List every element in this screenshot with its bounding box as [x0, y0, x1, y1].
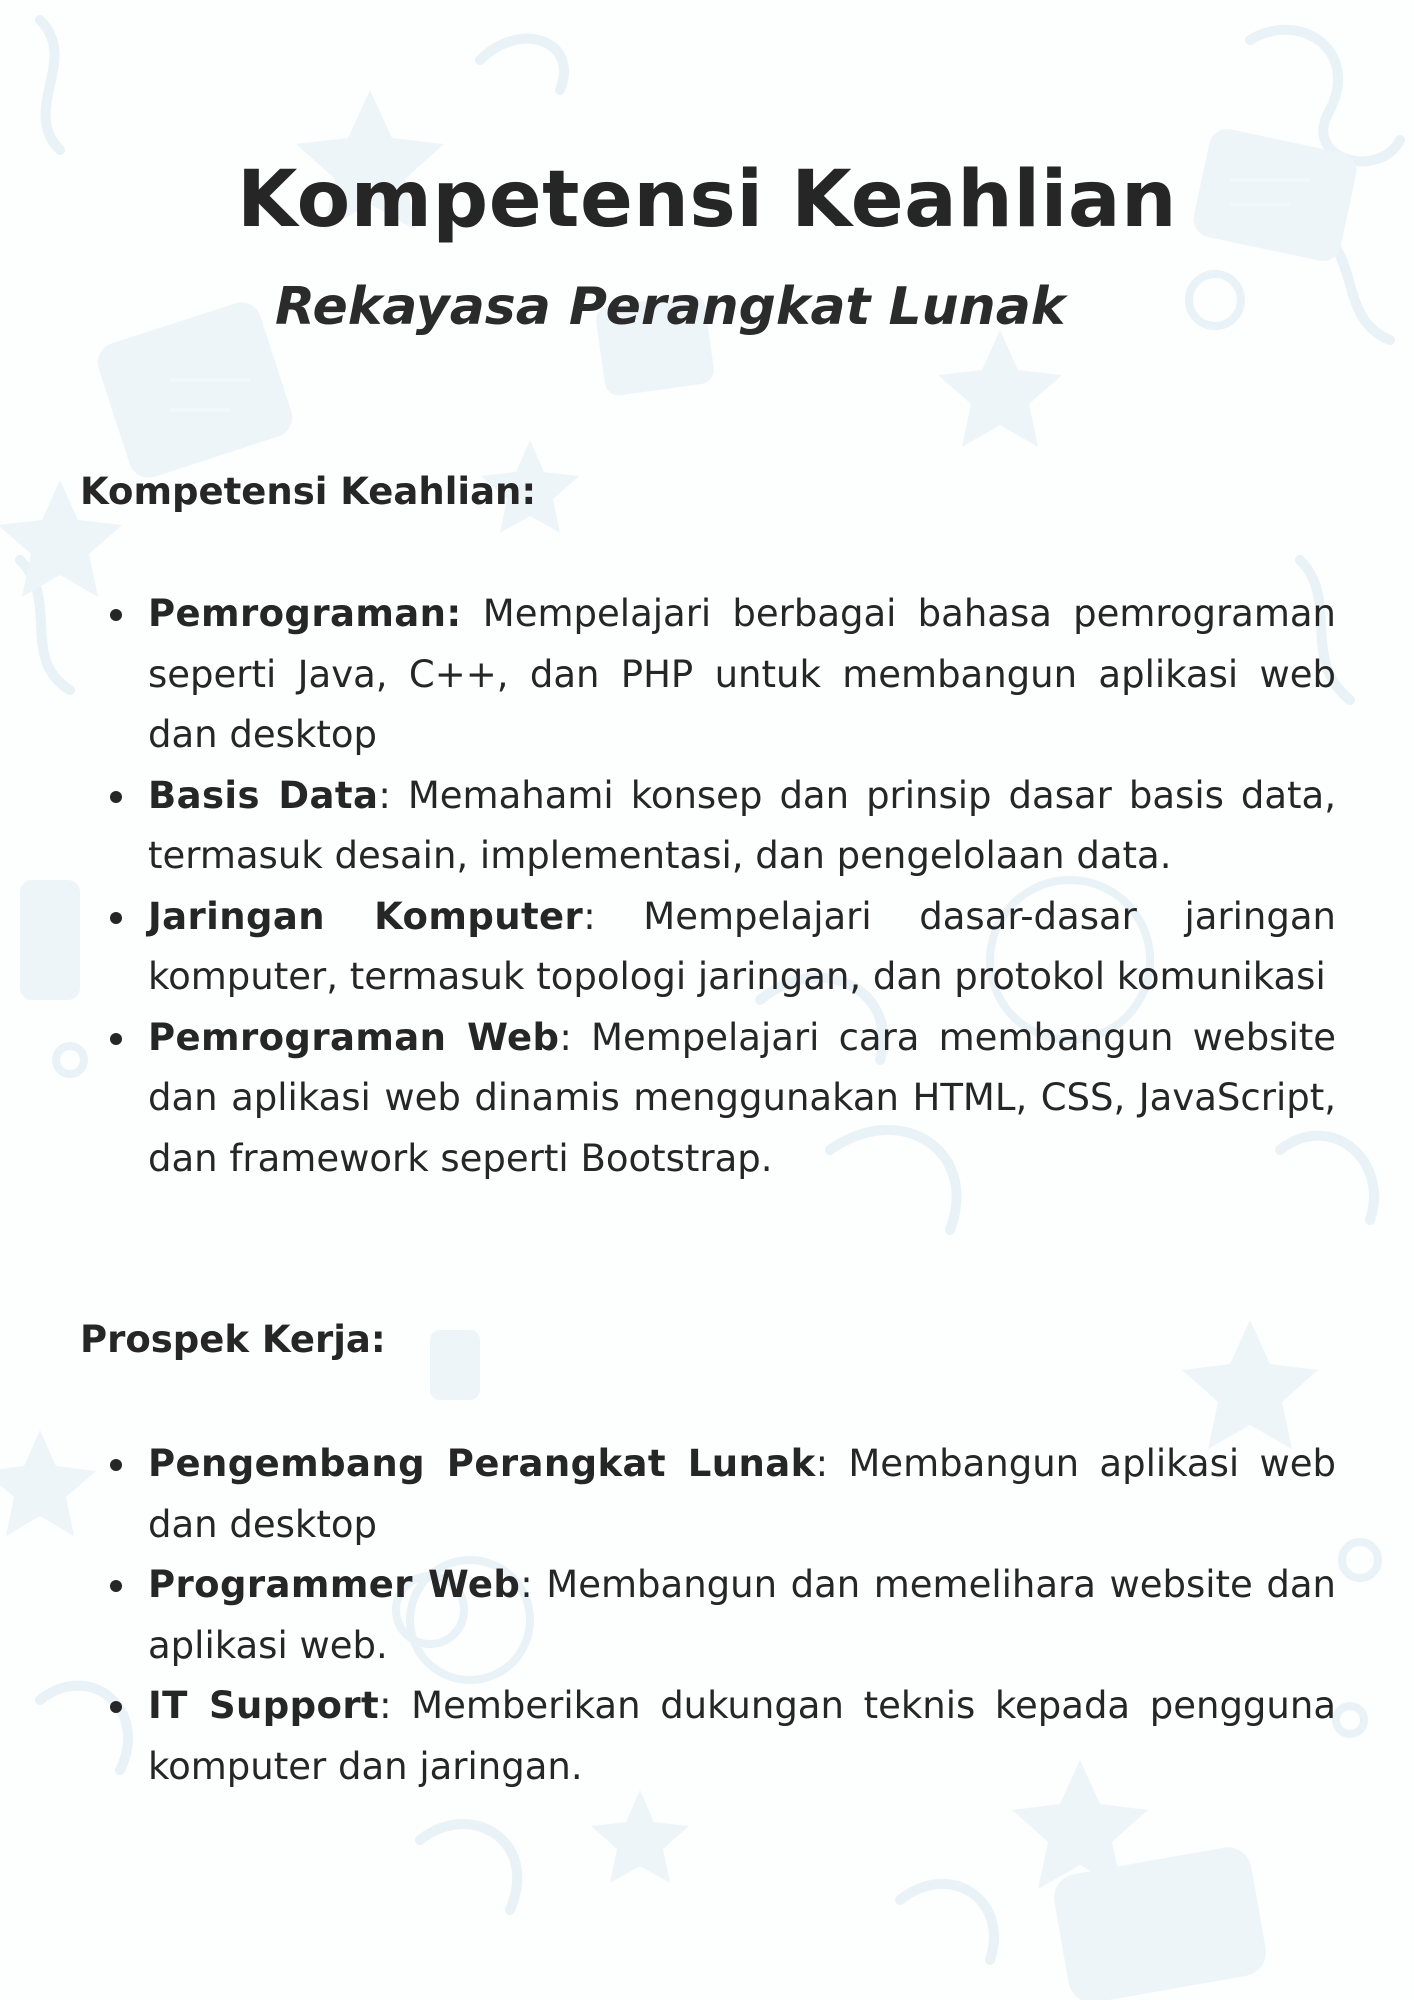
item-separator: :: [379, 1684, 392, 1727]
section-heading-kompetensi: Kompetensi Keahlian:: [80, 470, 537, 513]
item-term: IT Support: [148, 1684, 380, 1727]
item-description: Membangun aplikasi web dan desktop: [148, 1442, 1336, 1546]
list-item-it-support: [148, 1676, 1336, 1797]
bullet-icon: [110, 1459, 122, 1471]
list-item-programmer-web: [148, 1555, 1336, 1676]
item-description: Memberikan dukungan teknis kepada pengguna komputer dan jaringan.: [148, 1684, 1336, 1788]
item-term: Programmer Web: [148, 1563, 521, 1606]
item-description: Memahami konsep dan prinsip dasar basis data, termasuk desain, implementasi, dan pengelolaan data.: [148, 773, 1336, 877]
bullet-icon: [110, 791, 122, 803]
item-description: Membangun dan memelihara website dan aplikasi web.: [148, 1563, 1336, 1667]
page-subtitle: Rekayasa Perangkat Lunak: [275, 277, 1066, 337]
bullet-icon: [110, 1033, 122, 1045]
item-term: Pemrograman:: [148, 592, 462, 635]
prospek-kerja-list: [148, 1434, 1336, 1797]
item-separator: :: [583, 894, 596, 938]
item-separator: :: [378, 773, 391, 817]
bullet-icon: [110, 609, 122, 621]
item-separator: :: [559, 1015, 572, 1059]
item-separator: :: [520, 1563, 533, 1606]
item-separator: :: [815, 1442, 829, 1485]
item-description: Mempelajari cara membangun website dan aplikasi web dinamis menggunakan HTML, CSS, JavaScript, dan framework seperti Bootstrap.: [148, 1015, 1337, 1180]
list-item-pemrograman: [148, 584, 1336, 766]
bullet-icon: [110, 912, 122, 924]
item-term: Pengembang Perangkat Lunak: [148, 1442, 816, 1485]
item-term: Jaringan Komputer: [148, 894, 584, 938]
section-heading-prospek-kerja: Prospek Kerja:: [80, 1318, 386, 1361]
item-term: Pemrograman Web: [148, 1015, 560, 1059]
bullet-icon: [110, 1701, 122, 1713]
list-item-pengembang-perangkat-lunak: [148, 1434, 1336, 1555]
list-item-basis-data: [148, 766, 1336, 887]
item-description: Mempelajari dasar-dasar jaringan komputer, termasuk topologi jaringan, dan protokol komunikasi: [148, 894, 1336, 998]
item-term: Basis Data: [148, 773, 379, 817]
bullet-icon: [110, 1580, 122, 1592]
item-description: Mempelajari berbagai bahasa pemrograman seperti Java, C++, dan PHP untuk membangun aplikasi web dan desktop: [148, 592, 1336, 756]
list-item-pemrograman-web: [148, 1008, 1336, 1190]
list-item-jaringan-komputer: [148, 887, 1336, 1008]
kompetensi-list: [148, 584, 1336, 1189]
page-title: Kompetensi Keahlian: [237, 155, 1177, 245]
